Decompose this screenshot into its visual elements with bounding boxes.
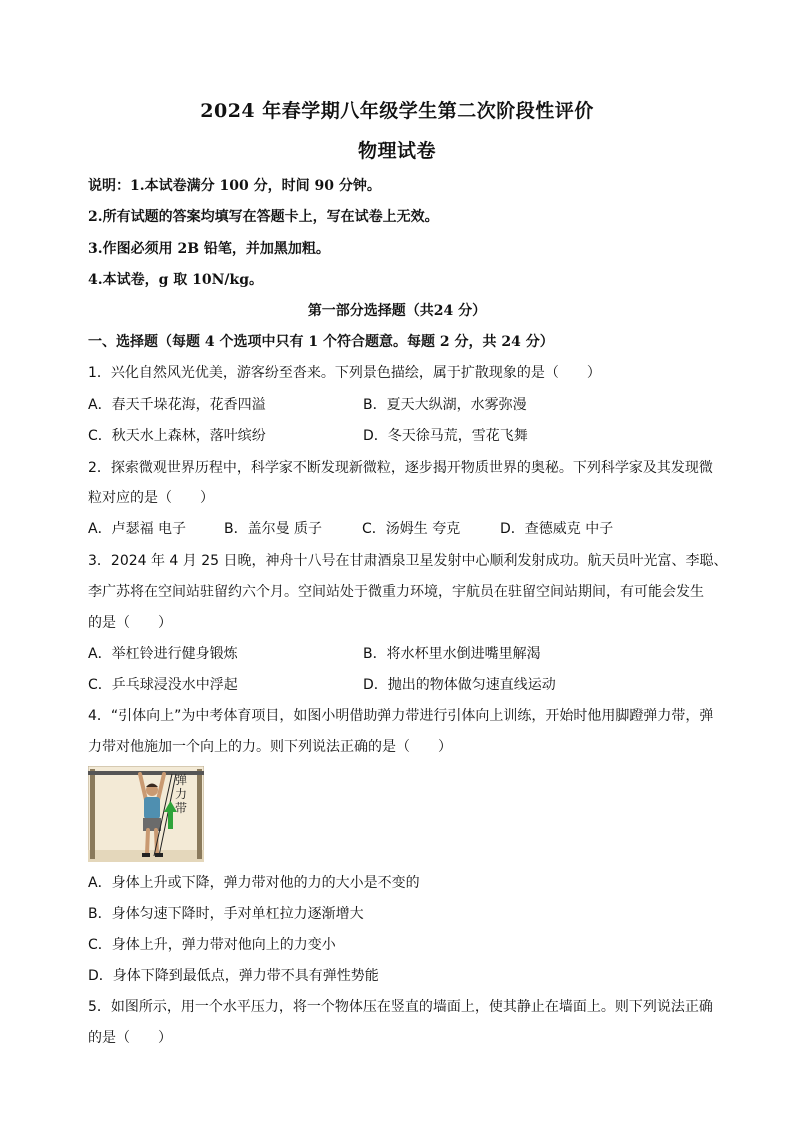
exam-title: 2024 年春学期八年级学生第二次阶段性评价	[200, 100, 594, 122]
figure-label-elastic-band: 弹力带	[175, 773, 188, 815]
question-4-option-b: B．身体匀速下降时，手对单杠拉力逐渐增大	[88, 906, 364, 922]
question-3-option-d: D．抛出的物体做匀速直线运动	[363, 677, 556, 693]
question-3-stem-line-2: 李广苏将在空间站驻留约六个月。空间站处于微重力环境，宇航员在驻留空间站期间，有可能会发生	[88, 584, 704, 600]
question-4-option-a: A．身体上升或下降，弹力带对他的力的大小是不变的	[88, 875, 420, 891]
question-3-option-b: B．将水杯里水倒进嘴里解渴	[363, 646, 541, 662]
question-2-option-a: A．卢瑟福 电子	[88, 521, 187, 537]
question-5-stem-line-1: 5．如图所示，用一个水平压力，将一个物体压在竖直的墙面上，使其静止在墙面上。则下列说法正确	[88, 999, 713, 1015]
note-3: 3.作图必须用 2B 铅笔，并加黑加粗。	[88, 241, 330, 257]
section-title: 一、选择题（每题 4 个选项中只有 1 个符合题意。每题 2 分，共 24 分）	[88, 334, 554, 350]
question-1-option-d: D．冬天徐马荒，雪花飞舞	[363, 428, 528, 444]
question-3-option-a: A．举杠铃进行健身锻炼	[88, 646, 238, 662]
question-2-stem-line-2: 粒对应的是（ ）	[88, 490, 214, 506]
question-1-stem: 1．兴化自然风光优美，游客纷至沓来。下列景色描绘，属于扩散现象的是（ ）	[88, 365, 601, 381]
question-5-stem-line-2: 的是（ ）	[88, 1030, 172, 1046]
pull-up-figure	[88, 766, 204, 862]
question-3-stem-line-1: 3．2024 年 4 月 25 日晚，神舟十八号在甘肃酒泉卫星发射中心顺利发射成功。航天员叶光富、李聪、	[88, 553, 728, 569]
question-2-option-c: C．汤姆生 夸克	[362, 521, 461, 537]
question-3-stem-line-3: 的是（ ）	[88, 615, 172, 631]
question-4-stem-line-1: 4．“引体向上”为中考体育项目，如图小明借助弹力带进行引体向上训练，开始时他用脚蹬弹力带，弹	[88, 708, 714, 724]
part-title: 第一部分选择题（共24 分）	[307, 303, 487, 319]
question-2-stem-line-1: 2．探索微观世界历程中，科学家不断发现新微粒，逐步揭开物质世界的奥秘。下列科学家及其发现微	[88, 460, 713, 476]
question-1-option-c: C．秋天水上森林，落叶缤纷	[88, 428, 266, 444]
question-2-option-d: D．查德威克 中子	[500, 521, 614, 537]
question-2-option-b: B．盖尔曼 质子	[224, 521, 323, 537]
note-2: 2.所有试题的答案均填写在答题卡上，写在试卷上无效。	[88, 209, 439, 225]
question-4-stem-line-2: 力带对他施加一个向上的力。则下列说法正确的是（ ）	[88, 739, 452, 755]
exam-subtitle: 物理试卷	[357, 140, 436, 162]
question-3-option-c: C．乒乓球浸没水中浮起	[88, 677, 238, 693]
question-4-option-d: D．身体下降到最低点，弹力带不具有弹性势能	[88, 968, 379, 984]
question-4-option-c: C．身体上升，弹力带对他向上的力变小	[88, 937, 336, 953]
question-1-option-a: A．春天千垛花海，花香四溢	[88, 397, 266, 413]
question-1-option-b: B．夏天大纵湖，水雾弥漫	[363, 397, 527, 413]
note-1: 说明：1.本试卷满分 100 分，时间 90 分钟。	[88, 178, 381, 194]
note-4: 4.本试卷，g 取 10N/kg。	[88, 272, 264, 288]
